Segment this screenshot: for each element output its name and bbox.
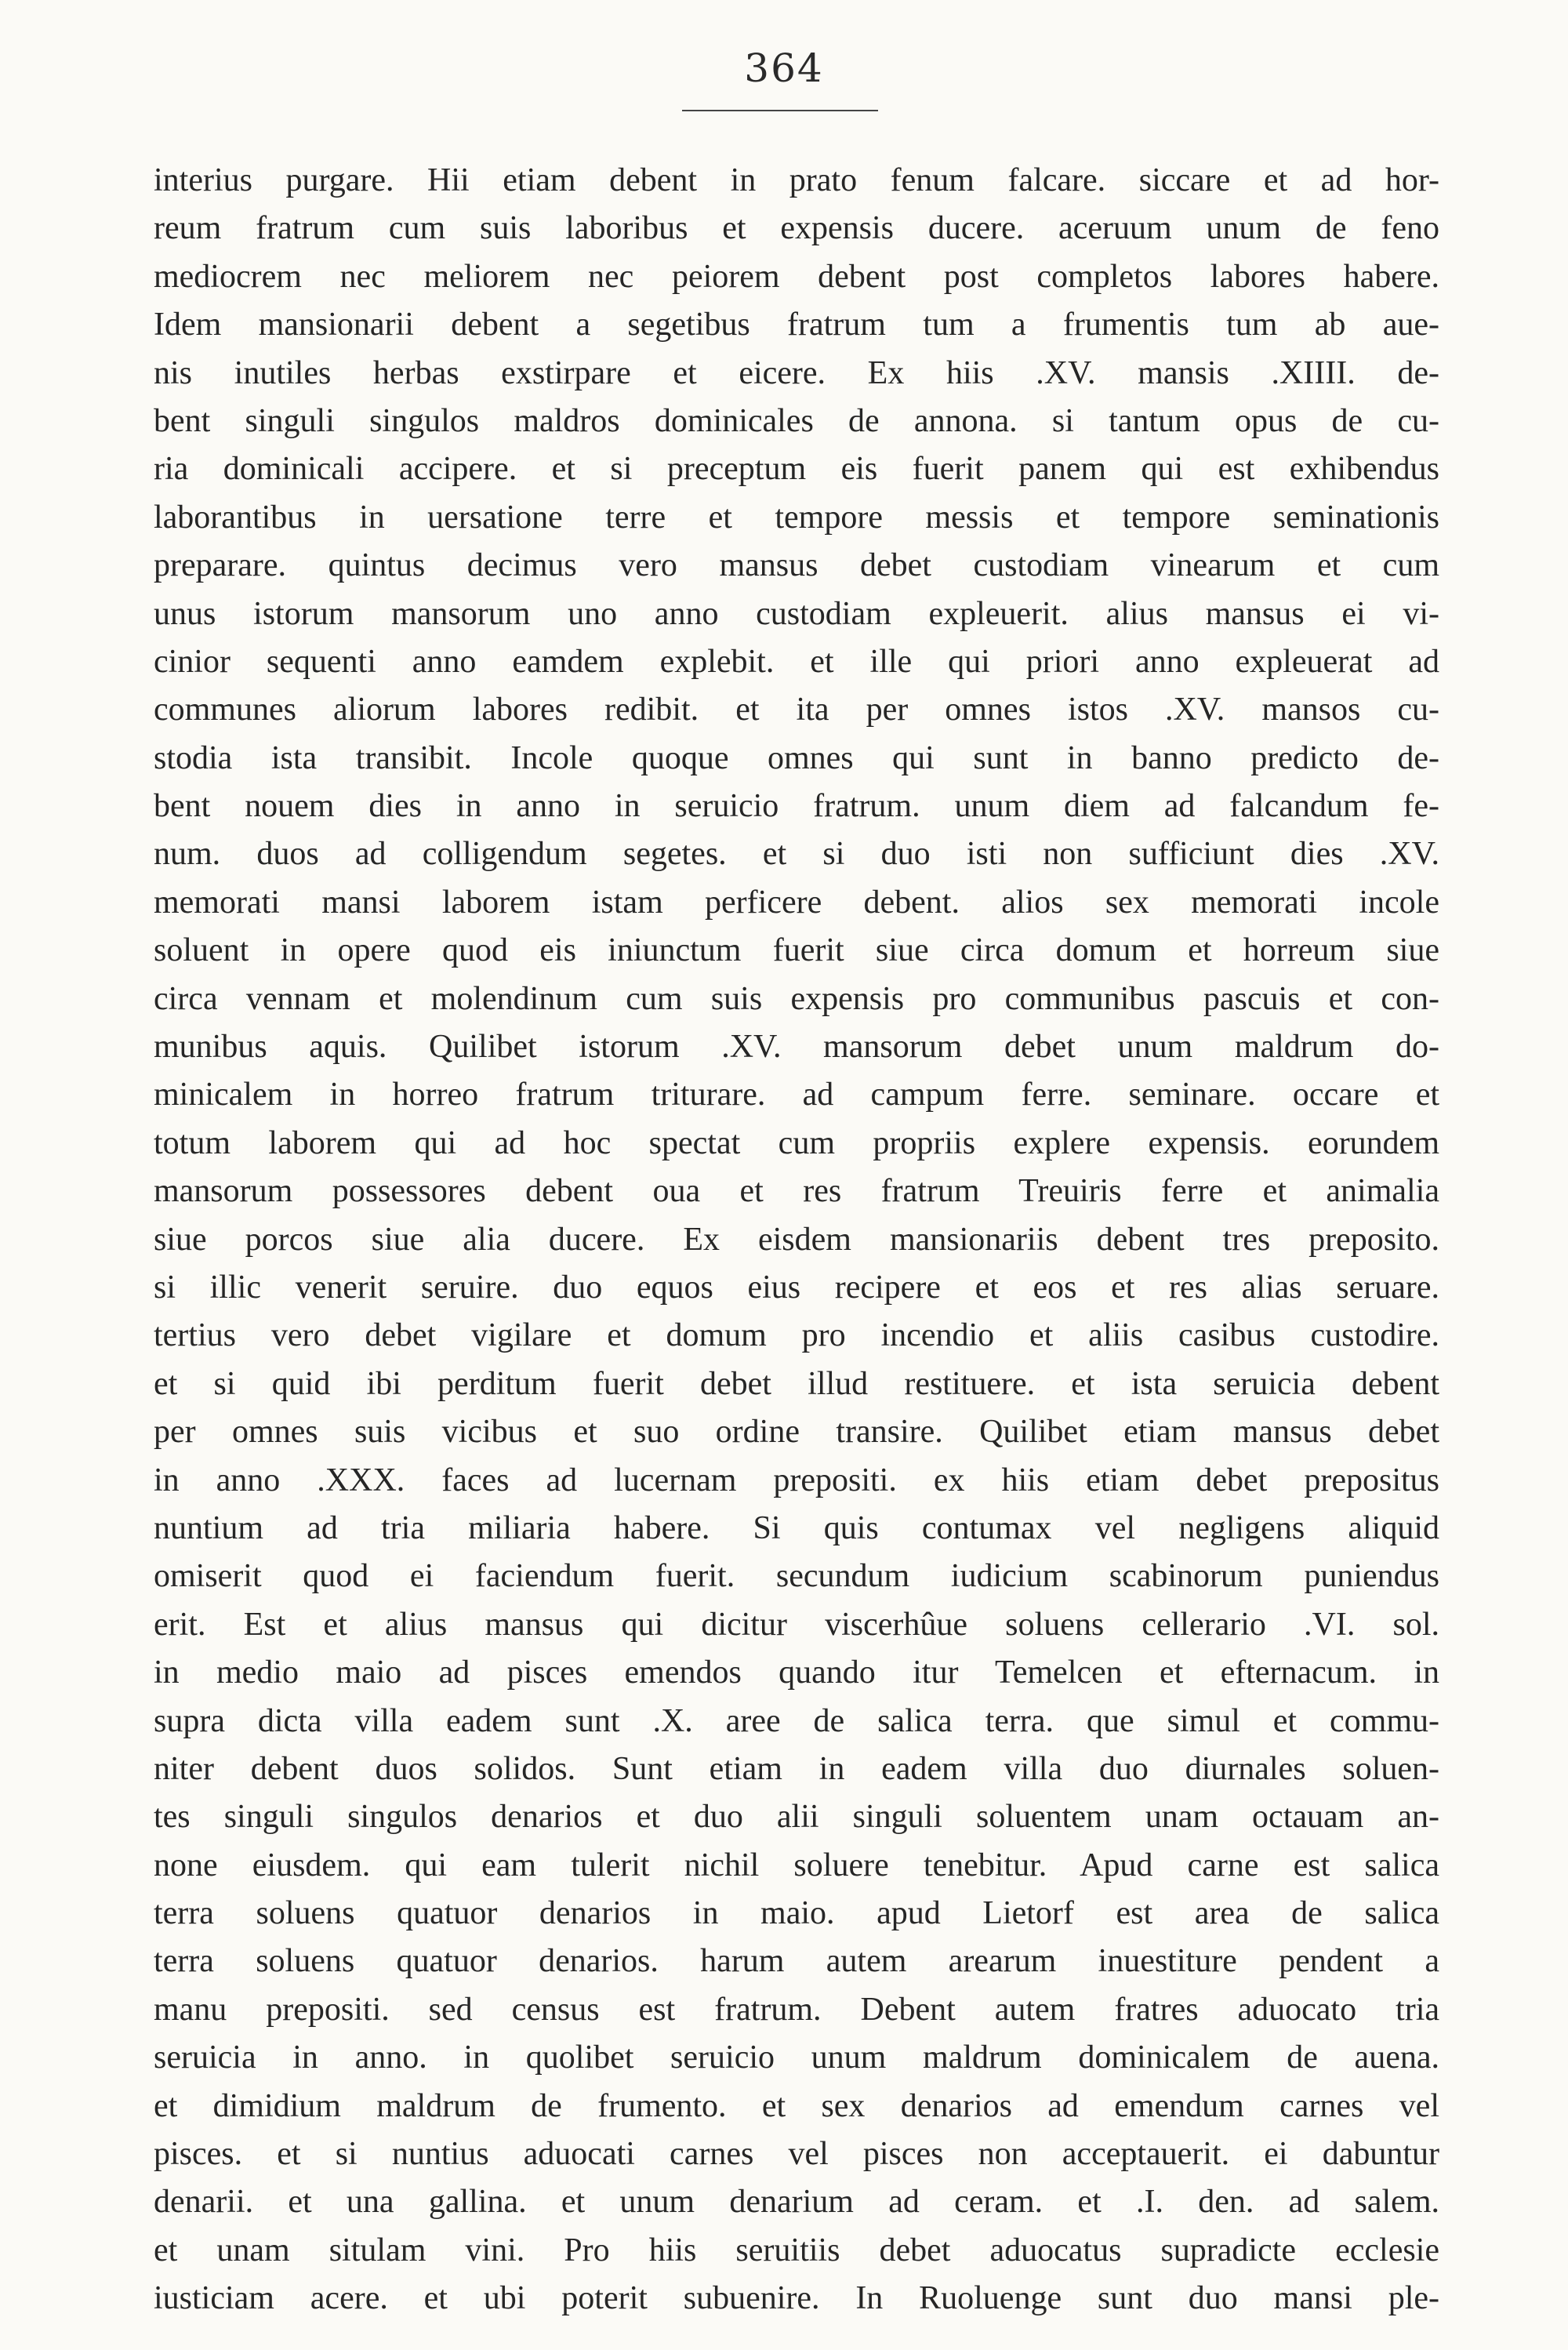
text-line: ria dominicali accipere. et si preceptum eis fuerit panem qui est exhibendus [154,451,1439,488]
text-line: cinior sequenti anno eamdem explebit. et ille qui priori anno expleuerat ad [154,643,1439,680]
text-line: reum fratrum cum suis laboribus et expensis ducere. aceruum unum de feno [154,210,1439,247]
text-line: nis inutiles herbas exstirpare et eicere. Ex hiis .XV. mansis .XIIII. de- [154,354,1439,391]
text-line: in anno .XXX. faces ad lucernam prepositi. ex hiis etiam debet prepositus [154,1462,1439,1498]
text-line: pisces. et si nuntius aduocati carnes vel pisces non acceptauerit. ei dabuntur [154,2136,1439,2173]
text-line: bent singuli singulos maldros dominicales de annona. si tantum opus de cu- [154,402,1439,439]
text-line: munibus aquis. Quilibet istorum .XV. mansorum debet unum maldrum do- [154,1029,1439,1066]
header-rule [682,110,878,111]
text-line: minicalem in horreo fratrum triturare. ad campum ferre. seminare. occare et [154,1077,1439,1113]
text-line: tertius vero debet vigilare et domum pro incendio et aliis casibus custodire. [154,1317,1439,1354]
text-line: niter debent duos solidos. Sunt etiam in eadem villa duo diurnales soluen- [154,1750,1439,1787]
text-line: mediocrem nec meliorem nec peiorem debent post completos labores habere. [154,258,1439,295]
text-line: circa vennam et molendinum cum suis expensis pro communibus pascuis et con- [154,980,1439,1017]
text-line: si illic venerit seruire. duo equos eius recipere et eos et res alias seruare. [154,1269,1439,1306]
body-text [154,157,1439,2323]
page-number: 364 [744,45,824,91]
text-line: Idem mansionarii debent a segetibus fratrum tum a frumentis tum ab aue- [154,307,1439,343]
text-line: communes aliorum labores redibit. et ita per omnes istos .XV. mansos cu- [154,692,1439,728]
text-line: supra dicta villa eadem sunt .X. aree de salica terra. que simul et commu- [154,1702,1439,1739]
text-line: bent nouem dies in anno in seruicio fratrum. unum diem ad falcandum fe- [154,788,1439,825]
text-line: totum laborem qui ad hoc spectat cum propriis explere expensis. eorundem [154,1124,1439,1161]
text-line: mansorum possessores debent oua et res fratrum Treuiris ferre et animalia [154,1173,1439,1210]
text-line: interius purgare. Hii etiam debent in prato fenum falcare. siccare et ad hor- [154,162,1439,198]
text-line: et unam situlam vini. Pro hiis seruitiis debet aduocatus supradicte ecclesie [154,2232,1439,2268]
text-line: terra soluens quatuor denarios in maio. apud Lietorf est area de salica [154,1895,1439,1932]
text-line: preparare. quintus decimus vero mansus debet custodiam vinearum et cum [154,547,1439,584]
text-line: terra soluens quatuor denarios. harum autem arearum inuestiture pendent a [154,1943,1439,1980]
text-line: soluent in opere quod eis iniunctum fuerit siue circa domum et horreum siue [154,932,1439,969]
text-line: manu prepositi. sed census est fratrum. Debent autem fratres aduocato tria [154,1991,1439,2028]
text-line: et si quid ibi perditum fuerit debet illud restituere. et ista seruicia debent [154,1365,1439,1402]
text-line: iusticiam acere. et ubi poterit subuenire. In Ruoluenge sunt duo mansi ple- [154,2280,1439,2317]
text-line: in medio maio ad pisces emendos quando itur Temelcen et efternacum. in [154,1654,1439,1691]
text-line: tes singuli singulos denarios et duo alii singuli soluentem unam octauam an- [154,1799,1439,1836]
text-line: denarii. et una gallina. et unum denarium ad ceram. et .I. den. ad salem. [154,2184,1439,2221]
text-line: erit. Est et alius mansus qui dicitur viscerhûue soluens cellerario .VI. sol. [154,1606,1439,1643]
text-line: per omnes suis vicibus et suo ordine transire. Quilibet etiam mansus debet [154,1414,1439,1451]
text-line: memorati mansi laborem istam perficere debent. alios sex memorati incole [154,884,1439,921]
text-line: unus istorum mansorum uno anno custodiam expleuerit. alius mansus ei vi- [154,595,1439,632]
text-line: nuntium ad tria miliaria habere. Si quis contumax vel negligens aliquid [154,1509,1439,1546]
text-line: siue porcos siue alia ducere. Ex eisdem mansionariis debent tres preposito. [154,1221,1439,1258]
text-line: stodia ista transibit. Incole quoque omnes qui sunt in banno predicto de- [154,739,1439,776]
text-line: et dimidium maldrum de frumento. et sex denarios ad emendum carnes vel [154,2087,1439,2124]
text-line: seruicia in anno. in quolibet seruicio unum maldrum dominicalem de auena. [154,2039,1439,2076]
text-line: laborantibus in uersatione terre et tempore messis et tempore seminationis [154,499,1439,536]
text-line: none eiusdem. qui eam tulerit nichil soluere tenebitur. Apud carne est salica [154,1847,1439,1883]
text-line: omiserit quod ei faciendum fuerit. secundum iudicium scabinorum puniendus [154,1558,1439,1595]
text-line: num. duos ad colligendum segetes. et si duo isti non sufficiunt dies .XV. [154,836,1439,873]
